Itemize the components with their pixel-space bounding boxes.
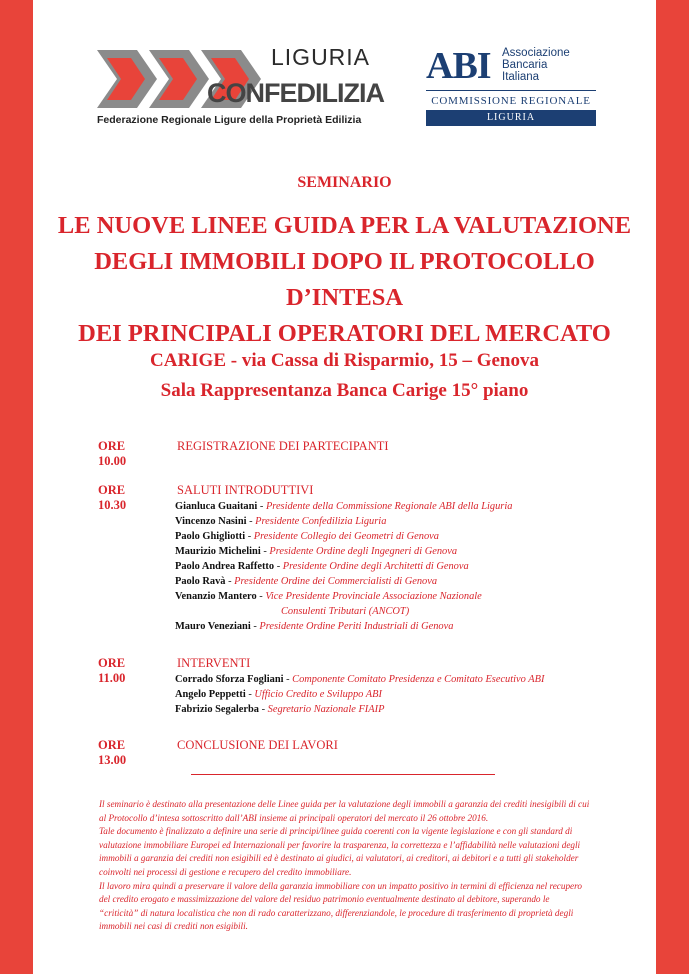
speaker-entry: Angelo Peppetti - Ufficio Credito e Sviluppo ABI: [175, 689, 382, 700]
abi-association-name: Associazione Bancaria Italiana: [502, 47, 570, 83]
description-text: [99, 798, 591, 934]
liguria-wordmark: LIGURIA: [271, 44, 371, 70]
speaker-entry: Vincenzo Nasini - Presidente Confedilizia Liguria: [175, 516, 387, 527]
abi-wordmark: ABI: [426, 45, 491, 87]
schedule-heading: SALUTI INTRODUTTIVI: [177, 483, 314, 497]
seminar-title: LE NUOVE LINEE GUIDA PER LA VALUTAZIONE DEGLI IMMOBILI DOPO IL PROTOCOLLO D’INTESA DEI PRINCIPALI OPERATORI DEL MERCATO: [57, 212, 632, 347]
speaker-role-continuation: Consulenti Tributari (ANCOT): [281, 606, 410, 617]
schedule-time: ORE 10.00: [98, 439, 127, 468]
left-red-band: [0, 0, 33, 974]
section-divider: [191, 774, 495, 775]
speaker-entry: Paolo Ghigliotti - Presidente Collegio dei Geometri di Genova: [175, 531, 439, 542]
speaker-entry: Mauro Veneziani - Presidente Ordine Periti Industriali di Genova: [175, 621, 454, 632]
abi-commission-label: COMMISSIONE REGIONALE: [431, 95, 591, 107]
abi-region-bar: LIGURIA: [426, 110, 596, 126]
speaker-list: [175, 672, 544, 717]
speaker-entry: Paolo Andrea Raffetto - Presidente Ordine degli Architetti di Genova: [175, 561, 469, 572]
schedule-heading: CONCLUSIONE DEI LAVORI: [177, 738, 338, 752]
speaker-entry: Venanzio Mantero - Vice Presidente Provinciale Associazione Nazionale: [175, 591, 482, 602]
schedule-heading: REGISTRAZIONE DEI PARTECIPANTI: [177, 439, 389, 453]
speaker-entry: Gianluca Guaitani - Presidente della Commissione Regionale ABI della Liguria: [175, 501, 513, 512]
schedule-time: ORE 10.30: [98, 483, 127, 512]
speaker-entry: Corrado Sforza Fogliani - Componente Comitato Presidenza e Comitato Esecutivo ABI: [175, 674, 545, 685]
speaker-entry: Maurizio Michelini - Presidente Ordine degli Ingegneri di Genova: [175, 546, 458, 557]
description-paragraph: Tale documento è finalizzato a definire una serie di principi/linee guida coerenti con la vigente legislazione e con gli standard di valutazione immobiliare Europei ed Internazionali per favorire la trasparenza, la correttezza e l’affidabilità nelle valutazioni degli immobili a garanzia dei crediti non esigibili ed è destinato ai giudici, ai valutatori, ai creditori, ai debitori e a tutti gli stakeholder coinvolti nei processi di gestione e recupero del credito immobiliare.: [99, 826, 581, 877]
confedilizia-logo: [97, 44, 384, 128]
confedilizia-subtitle: Federazione Regionale Ligure della Proprietà Edilizia: [97, 114, 362, 126]
schedule-time: ORE 13.00: [98, 738, 127, 767]
speaker-list: [175, 499, 512, 634]
schedule-time: ORE 11.00: [98, 656, 126, 685]
seminario-label: SEMINARIO: [297, 174, 392, 191]
speaker-entry: Fabrizio Segalerba - Segretario Nazionale FIAIP: [175, 704, 385, 715]
description-paragraph: Il lavoro mira quindi a preservare il valore della garanzia immobiliare con un impatto positivo in termini di efficienza nel recupero del credito erogato e massimizzazione del valore del residuo patrimonio eventualmente destinato al debitore, superando le “criticità” di natura localistica che non di rado caratterizzano, differenziandole, le procedure di trasferimento di proprietà degli immobili nei casi di crediti non esigibili.: [99, 880, 582, 932]
schedule-heading: INTERVENTI: [177, 656, 251, 670]
abi-divider: [426, 90, 596, 91]
confedilizia-wordmark: CONFEDILIZIA: [207, 78, 384, 108]
description-paragraph: Il seminario è destinato alla presentazione delle Linee guida per la valutazione degli immobili a garanzia dei crediti inesigibili di cui al Protocollo d’intesa sottoscritto dall’ABI insieme ai principali operatori del mercato il 26 ottobre 2016.: [99, 799, 590, 823]
abi-logo: [426, 44, 596, 128]
right-red-band: [656, 0, 689, 974]
flyer-page: [33, 0, 656, 974]
speaker-entry: Paolo Ravà - Presidente Ordine dei Commercialisti di Genova: [175, 576, 438, 587]
venue: CARIGE - via Cassa di Risparmio, 15 – Genova Sala Rappresentanza Banca Carige 15° piano: [150, 350, 539, 401]
